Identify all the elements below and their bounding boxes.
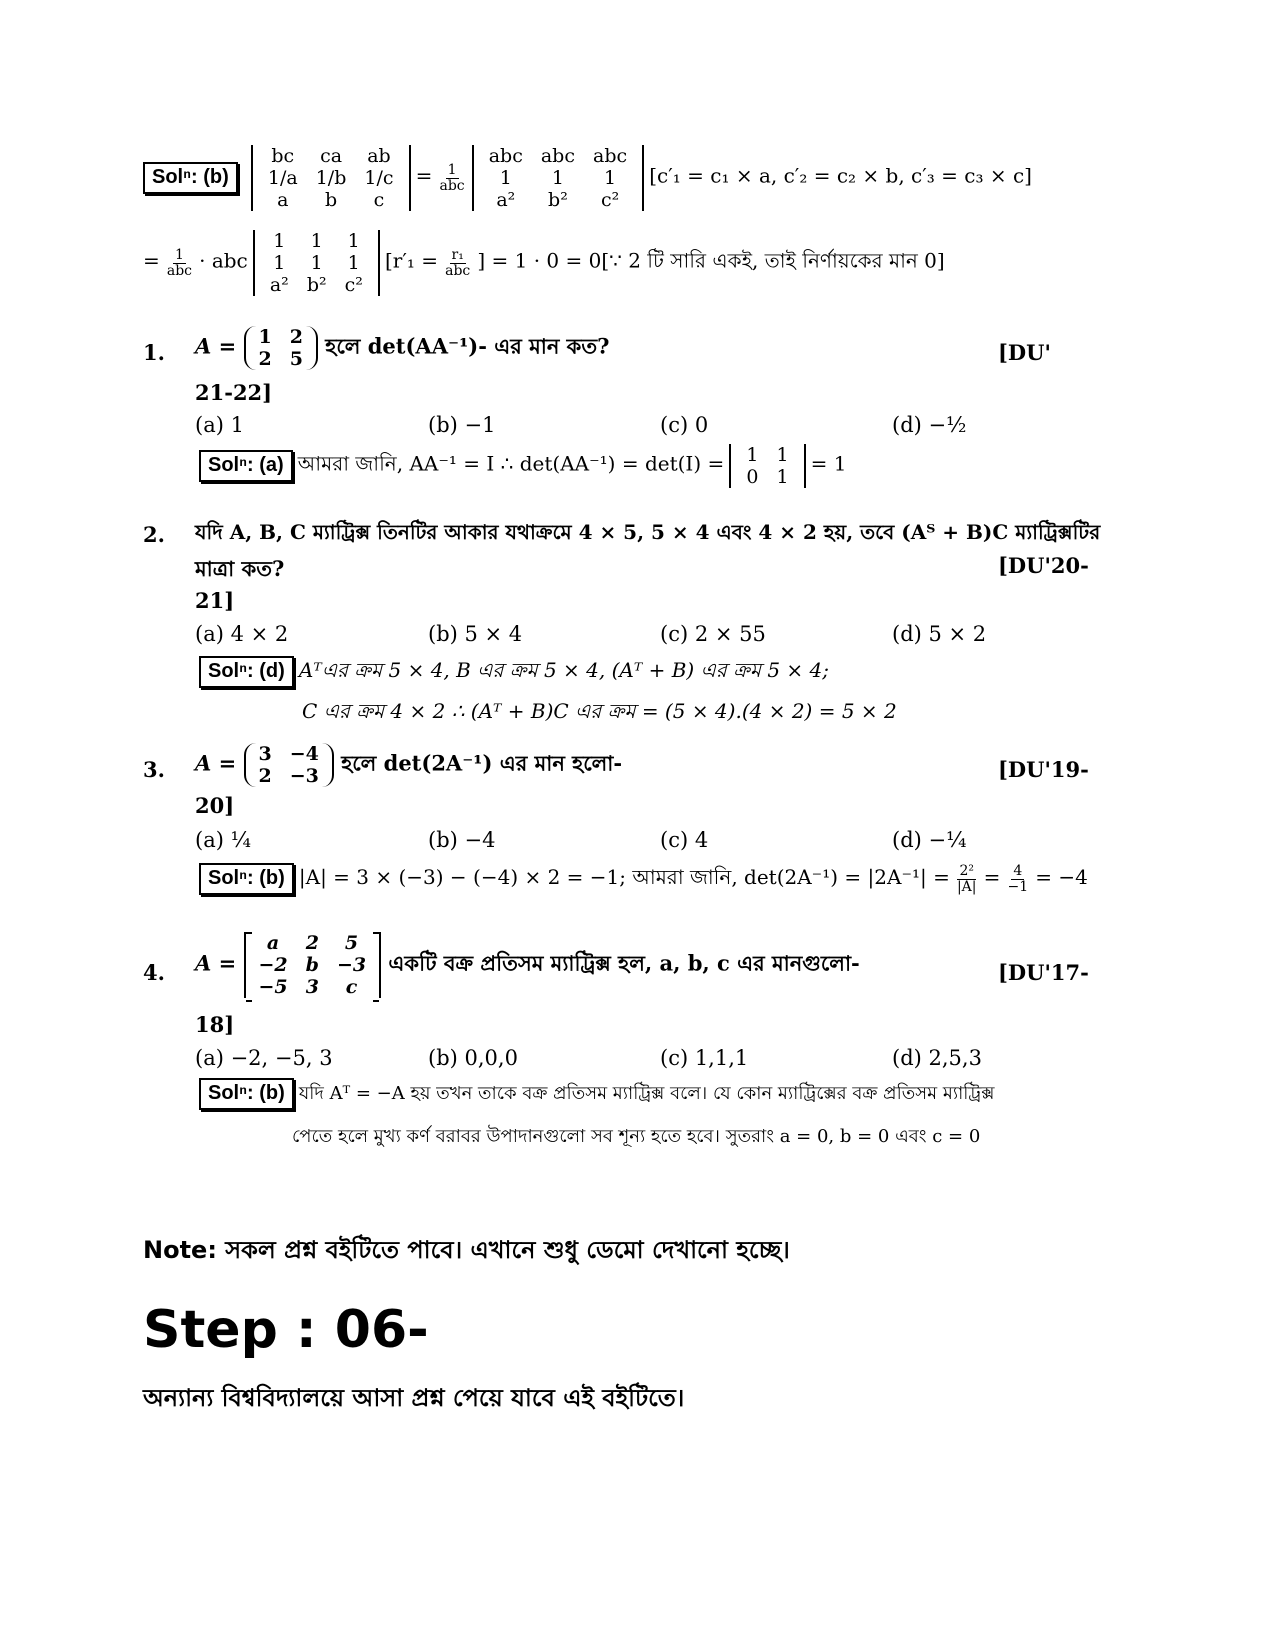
- matrix-cell: 2: [258, 765, 272, 787]
- step-subtitle: অন্যান্য বিশ্ববিদ্যালয়ে আসা প্রশ্ন পেয়ে যাবে এই বইটিতে।: [143, 1384, 685, 1412]
- solution-label: Solⁿ: (d): [199, 656, 294, 688]
- matrix-cell: abc: [488, 145, 523, 167]
- matrix-row: [480, 145, 636, 167]
- matrix-cell: b²: [306, 274, 327, 296]
- matrix-cell: a²: [269, 274, 289, 296]
- question-4-option-c: (c) 1,1,1: [660, 1046, 749, 1070]
- matrix-cell: abc: [593, 145, 628, 167]
- matrix-cell: 1/a: [267, 167, 298, 189]
- matrix-row: [259, 189, 403, 211]
- matrix-cell: 5: [344, 932, 359, 954]
- question-3-matrix: [244, 743, 334, 787]
- question-4-option-a: (a) −2, −5, 3: [195, 1046, 333, 1070]
- question-4-solution-cont: পেতে হলে মুখ্য কর্ণ বরাবর উপাদানগুলো সব শূন্য হতে হবে। সুতরাং a = 0, b = 0 এবং c = 0: [292, 1126, 981, 1147]
- determinant-3: [253, 230, 380, 296]
- matrix-cell: c²: [600, 189, 620, 211]
- row-operation-end: ] = 1 · 0 = 0[∵ 2 টি সারি একই, তাই নির্ণায়কের মান 0]: [477, 248, 945, 273]
- equals-sign: =: [143, 248, 160, 273]
- question-3-text: A = 3 −4 2 −3 হলে det(2A⁻¹) এর মান হলো-: [195, 743, 623, 787]
- question-2-text-cont: মাত্রা কত?: [195, 556, 285, 581]
- abc-factor: · abc: [199, 248, 248, 273]
- question-2-option-d: (d) 5 × 2: [892, 622, 987, 646]
- question-2-solution-cont: C এর ক্রম 4 × 2 ∴ (Aᵀ + B)C এর ক্রম = (5 × 4).(4 × 2) = 5 × 2: [302, 699, 897, 723]
- matrix-row: [480, 189, 636, 211]
- matrix-row: [250, 326, 312, 348]
- question-4-text: A = a 2 5 −2 b −3 −5 3 c একটি বক্র প্রতিসম ম্যাট্রিক্স হল, a, b, c এর মানগুলো-: [195, 932, 860, 998]
- matrix-cell: a²: [496, 189, 516, 211]
- note-text: Note: সকল প্রশ্ন বইটিতে পাবে। এখানে শুধু ডেমো দেখানো হচ্ছে।: [143, 1236, 790, 1264]
- solution-label: Solⁿ: (b): [143, 162, 238, 194]
- fraction-2: $\frac{1}{\text{abc}}$: [166, 246, 193, 279]
- matrix-row: [250, 954, 376, 976]
- question-1-source: [DU': [998, 340, 1051, 365]
- matrix-row: [259, 145, 403, 167]
- matrix-row: [250, 765, 328, 787]
- matrix-row: [737, 466, 797, 488]
- matrix-cell: 2: [258, 348, 272, 370]
- matrix-cell: a: [266, 932, 280, 954]
- question-1-option-d: (d) −½: [892, 413, 967, 437]
- question-1-text: A = 1 2 2 5 হলে det(AA⁻¹)- এর মান কত?: [195, 326, 610, 370]
- question-3-source-cont: 20]: [195, 793, 235, 818]
- matrix-cell: 1: [776, 466, 789, 488]
- matrix-cell: b: [305, 954, 319, 976]
- matrix-cell: −4: [289, 743, 319, 765]
- matrix-row: [250, 932, 376, 954]
- matrix-cell: 2: [289, 326, 303, 348]
- question-3-number: 3.: [143, 757, 165, 782]
- matrix-cell: 1/b: [315, 167, 347, 189]
- matrix-cell: 1: [347, 230, 360, 252]
- matrix-cell: ca: [320, 145, 343, 167]
- matrix-cell: b: [324, 189, 338, 211]
- question-4-source-cont: 18]: [195, 1012, 235, 1037]
- matrix-cell: 1: [310, 252, 323, 274]
- determinant-3-body: [261, 230, 372, 296]
- matrix-cell: 5: [289, 348, 303, 370]
- matrix-cell: c: [373, 189, 385, 211]
- question-1-number: 1.: [143, 340, 165, 365]
- question-4-matrix: [244, 932, 382, 998]
- question-3-option-c: (c) 4: [660, 828, 709, 852]
- question-1-option-a: (a) 1: [195, 413, 244, 437]
- column-operations: [c′₁ = c₁ × a, c′₂ = c₂ × b, c′₃ = c₃ × c]: [649, 163, 1032, 188]
- question-2-source-cont: 21]: [195, 588, 235, 613]
- matrix-cell: 0: [746, 466, 759, 488]
- row-operation-start: [r′₁ =: [384, 248, 438, 273]
- matrix-cell: 1: [258, 326, 272, 348]
- matrix-cell: 1: [776, 444, 789, 466]
- matrix-row: [250, 976, 376, 998]
- determinant-1: [251, 145, 411, 211]
- question-4-option-d: (d) 2,5,3: [892, 1046, 982, 1070]
- matrix-row: [259, 167, 403, 189]
- matrix-cell: 1: [551, 167, 564, 189]
- matrix-cell: −3: [336, 954, 367, 976]
- question-4-option-b: (b) 0,0,0: [428, 1046, 518, 1070]
- matrix-cell: a: [277, 189, 289, 211]
- top-solution-line-2: [143, 230, 945, 296]
- determinant-2: [472, 145, 644, 211]
- matrix-cell: c: [345, 976, 358, 998]
- matrix-cell: 1: [746, 444, 759, 466]
- matrix-cell: 1: [273, 252, 286, 274]
- matrix-cell: 1: [310, 230, 323, 252]
- question-2-option-b: (b) 5 × 4: [428, 622, 523, 646]
- question-3-option-d: (d) −¼: [892, 828, 967, 852]
- matrix-cell: ab: [367, 145, 391, 167]
- matrix-cell: −2: [258, 954, 288, 976]
- question-3-source: [DU'19-: [998, 757, 1089, 782]
- matrix-cell: 1: [604, 167, 617, 189]
- solution-label: Solⁿ: (b): [199, 1078, 294, 1110]
- matrix-row: [261, 252, 372, 274]
- fraction-1: $\frac{1}{\text{abc}}$: [439, 161, 465, 194]
- solution-label: Solⁿ: (b): [199, 863, 294, 895]
- step-title: Step : 06-: [143, 1300, 429, 1360]
- matrix-row: [261, 274, 372, 296]
- matrix-cell: 1: [273, 230, 286, 252]
- determinant-1-body: [259, 145, 403, 211]
- matrix-cell: 1/c: [364, 167, 394, 189]
- question-2-source: [DU'20-: [998, 553, 1089, 578]
- matrix-row: [737, 444, 797, 466]
- question-3-option-a: (a) ¼: [195, 828, 251, 852]
- question-4-solution: Solⁿ: (b) যদি Aᵀ = −A হয় তখন তাকে বক্র প্রতিসম ম্যাট্রিক্স বলে। যে কোন ম্যাট্রিক্সের বক্র প্রতিসম ম্যাট্রিক্স: [199, 1078, 994, 1110]
- question-1-option-b: (b) −1: [428, 413, 496, 437]
- matrix-cell: −5: [258, 976, 288, 998]
- top-solution-line-1: Solⁿ: (b) bc ca ab 1/a 1/b 1/c a b c = $\frac{1}{\text{abc}}$ abc abc abc 1 1 1 a² b² c² [c′₁ = c₁ × a, c′₂ = c₂ × b, c′₃ = c₃ × c]: [143, 145, 1032, 211]
- matrix-cell: 1: [347, 252, 360, 274]
- matrix-cell: 3: [258, 743, 272, 765]
- matrix-cell: 2: [305, 932, 319, 954]
- matrix-cell: −3: [289, 765, 319, 787]
- matrix-cell: c²: [344, 274, 363, 296]
- matrix-cell: bc: [271, 145, 295, 167]
- fraction-3: $\frac{\text{r₁}}{\text{abc}}$: [445, 246, 471, 279]
- solution-label: Solⁿ: (a): [199, 450, 293, 482]
- question-4-source: [DU'17-: [998, 960, 1089, 985]
- question-1-option-c: (c) 0: [660, 413, 709, 437]
- matrix-row: [480, 167, 636, 189]
- question-3-option-b: (b) −4: [428, 828, 496, 852]
- question-1-solution: Solⁿ: (a) আমরা জানি, AA⁻¹ = I ∴ det(AA⁻¹) = det(I) = 1 1 0 1 = 1: [199, 444, 846, 488]
- matrix-row: [250, 348, 312, 370]
- matrix-cell: 1: [499, 167, 512, 189]
- question-1-source-cont: 21-22]: [195, 380, 273, 405]
- question-2-solution: Solⁿ: (d) Aᵀএর ক্রম 5 × 4, B এর ক্রম 5 × 4, (Aᵀ + B) এর ক্রম 5 × 4;: [199, 656, 829, 689]
- question-4-number: 4.: [143, 960, 165, 985]
- question-2-option-c: (c) 2 × 55: [660, 622, 766, 646]
- question-3-solution: Solⁿ: (b) |A| = 3 × (−3) − (−4) × 2 = −1; আমরা জানি, det(2A⁻¹) = |2A⁻¹| = $\frac{\text{2²}}{|A|}$ = $\frac{4}{-1}$ = −4: [199, 863, 1088, 896]
- matrix-row: [250, 743, 328, 765]
- matrix-cell: abc: [540, 145, 575, 167]
- matrix-row: [261, 230, 372, 252]
- matrix-cell: b²: [548, 189, 568, 211]
- question-1-matrix: [244, 326, 318, 370]
- matrix-cell: 3: [305, 976, 319, 998]
- determinant-2-body: [480, 145, 636, 211]
- question-2-number: 2.: [143, 522, 165, 547]
- question-2-option-a: (a) 4 × 2: [195, 622, 289, 646]
- question-2-text: যদি A, B, C ম্যাট্রিক্স তিনটির আকার যথাক্রমে 4 × 5, 5 × 4 এবং 4 × 2 হয়, তবে (Aᵀ + B)C ম্যাট্রিক্সটির: [195, 520, 1101, 544]
